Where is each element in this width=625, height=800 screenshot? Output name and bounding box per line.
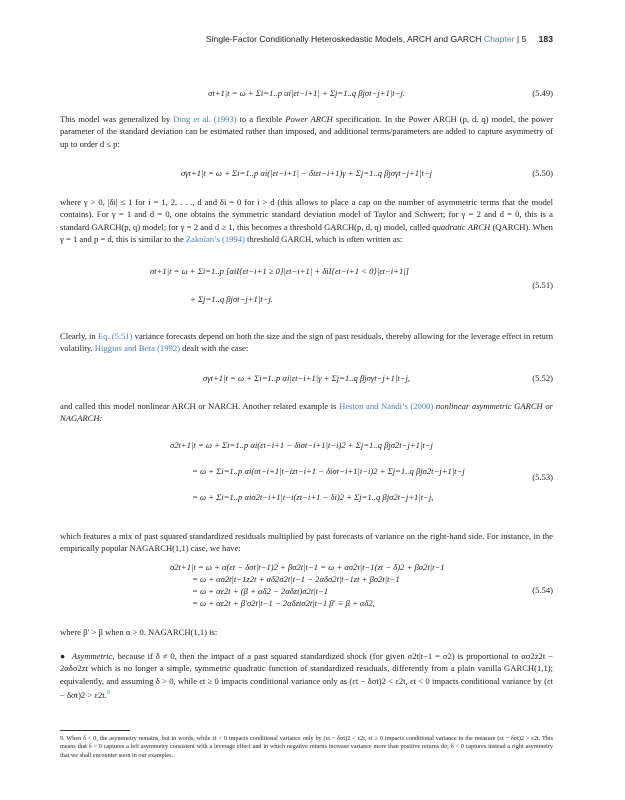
citation-higgins-bera-1992[interactable]: Higgins and Bera (1992) <box>94 343 180 354</box>
equation-5-54-line1: σ2t+1|t = ω + α(εt − δσt|t−1)2 + βσ2t|t−1 = ω + ασ2t|t−1(zt − δ)2 + βσ2t|t−1 <box>170 562 445 572</box>
para2-c: threshold GARCH, which is often written as: <box>244 233 403 244</box>
paragraph-nagarch-intro <box>60 530 553 555</box>
equation-5-50-text: σγt+1|t = ω + Σi=1..p αi(|εt−i+1| − δiεt−i+1)γ + Σj=1..q βjσγt−j+1|t−j <box>180 168 433 178</box>
para3-a: Clearly, in <box>60 331 98 341</box>
para2-ital: quadratic ARCH <box>432 221 491 232</box>
bullet-dot: ● <box>60 651 72 661</box>
running-header <box>60 34 553 48</box>
para1-ital: Power ARCH <box>285 114 333 124</box>
paragraph-power-arch <box>60 113 553 150</box>
equation-5-49 <box>60 88 553 98</box>
para1-b: to a flexible <box>236 114 286 124</box>
equation-number-5-52: (5.52) <box>532 373 553 383</box>
citation-heston-nandi-2000[interactable]: Heston and Nandi’s (2000) <box>339 401 434 411</box>
equation-number-5-54: (5.54) <box>532 585 553 595</box>
equation-5-53-line1: σ2t+1|t = ω + Σi=1..p αi(εt−i+1 − δiσt−i+1|t−i)2 + Σj=1..q βjσ2t−j+1|t−j <box>170 440 433 450</box>
bullet-ital: Asymmetric <box>71 651 113 661</box>
paragraph-where <box>60 626 553 638</box>
link-eq-5-51[interactable]: Eq. (5.51) <box>97 331 133 341</box>
citation-ding-1993[interactable]: Ding et al. (1993) <box>173 114 237 124</box>
equation-5-53-line2: = ω + Σi=1..p αi(σt−i+1|t−izt−i+1 − δiσt−i+1|t−i)2 + Σj=1..q βjσ2t−j+1|t−j <box>192 466 465 476</box>
header-title: Single-Factor Conditionally Heteroskedastic Models, ARCH and GARCH <box>205 34 482 44</box>
para2-a: where γ > 0, |δi| ≤ 1 for i = 1, 2, . . ., d and δi = 0 for i > d (this allows to place a cap on the number of asymmetric terms that the model contains). For γ = 1 and d = 0, one obtains the symmetric standard deviation model of Taylor and Schwert; for γ = 2 and d = 0, this is a standard GARCH(p, q) model; for γ = 2 and d ≥ 1, this becomes a threshold GARCH(p, d, q) model, called <box>60 197 553 232</box>
para1-a: This model was generalized by <box>60 114 174 124</box>
para3-c: dealt with the case: <box>180 343 249 354</box>
para3-b: variance forecasts depend on both the size and the sign of past residuals, thereby allowing for the leverage effect in return volatility. <box>60 331 553 354</box>
equation-5-53-line3: = ω + Σi=1..p αiσ2t−i+1|t−i(zt−i+1 − δi)2 + Σj=1..q βjσ2t−j+1|t−j, <box>192 492 434 502</box>
para5-text: which features a mix of past squared standardized residuals multiplied by past forecasts of variance on the right-hand side. For instance, in the empirically popular NAGARCH(1,1) case, we have: <box>60 531 553 554</box>
equation-5-49-text: σt+1|t = ω + Σi=1..p αi|εt−i+1| + Σj=1..q βjσt−j+1|t−j. <box>208 88 405 98</box>
footnote-9 <box>60 735 553 760</box>
page-number: 183 <box>538 34 553 44</box>
equation-5-52-text: σγt+1|t = ω + Σi=1..p αi|εt−i+1|γ + Σj=1..q βjσγt−j+1|t−j, <box>203 373 410 383</box>
citation-zakoian-1994[interactable]: Zakoïan’s (1994) <box>185 233 245 244</box>
para2-b: (QARCH). When γ = 1 and p = d, this is similar to the <box>60 221 553 244</box>
equation-5-54-line4: = ω + αε2t + β′σ2t|t−1 − 2αδztσ2t|t−1 β′ ≡ β + αδ2, <box>192 598 375 608</box>
bullet-text: , because if δ ≠ 0, then the impact of a past squared standardized shock (for given σ2t|t−1 = σ2) is proportional to ασ2z2t − 2αδσ2zt which is no longer a simple, symmetric quadratic function of standardized residuals, differently from a plain vanilla GARCH(1,1); equivalently, and assuming δ > 0, while εt ≥ 0 impacts conditional variance only as (εt − δσt)2 < ε2t, εt < 0 impacts conditional variance by (εt − δσt)2 > ε2t. <box>60 651 553 700</box>
footnote-mark-9[interactable]: 9 <box>106 689 110 696</box>
header-chapter: Chapter <box>483 34 515 44</box>
paragraph-leverage <box>60 330 553 355</box>
equation-number-5-49: (5.49) <box>532 88 553 98</box>
equation-5-51-line1: σt+1|t = ω + Σi=1..p [αiI{εt−i+1 ≥ 0}|εt−i+1| + δiI{εt−i+1 < 0}|εt−i+1|] <box>150 266 409 276</box>
equation-5-50 <box>60 168 553 178</box>
header-chapter-num: 5 <box>521 34 527 44</box>
paragraph-parameters <box>60 196 553 245</box>
equation-5-51-line2: + Σj=1..q βjσt−j+1|t−j. <box>190 294 273 304</box>
bullet-asymmetric <box>60 650 553 701</box>
para4-a: and called this model nonlinear ARCH or NARCH. Another related example is <box>60 401 340 411</box>
equation-number-5-53: (5.53) <box>532 472 553 482</box>
paragraph-narch <box>60 400 553 425</box>
equation-5-54-line3: = ω + αε2t + (β + αδ2 − 2αδzt)σ2t|t−1 <box>192 586 329 596</box>
footnote-rule <box>60 730 130 731</box>
para1-c: specification. In the Power ARCH (p, d, q) model, the power parameter of the standard deviation can be estimated rather than imposed, and additional terms/parameters are added to capture asymmetry of up to order d ≤ p: <box>60 114 554 149</box>
para4-ital: nonlinear asymmetric GARCH or NAGARCH: <box>60 401 553 424</box>
equation-5-52 <box>60 373 553 383</box>
header-sep: | <box>516 34 520 44</box>
footnote-text: 9. When δ < 0, the asymmetry remains, but in words, while εt < 0 impacts conditional variance only by (εt − δσt)2 < ε2t, εt ≥ 0 impacts conditional variance in the measure (εt − δσt)2 > ε2t. This means that δ > 0 captures a left asymmetry consistent with a leverage effect and in which negative returns increase variance more than positive returns do; δ < 0 captures instead a right asymmetry that we shall encounter soon in our examples. <box>60 735 553 759</box>
para6-text: where β′ > β when α > 0. NAGARCH(1,1) is: <box>60 627 218 637</box>
equation-number-5-50: (5.50) <box>532 168 553 178</box>
equation-number-5-51: (5.51) <box>532 280 553 290</box>
equation-5-54-line2: = ω + ασ2t|t−1z2t + αδ2σ2t|t−1 − 2αδσ2t|t−1zt + βσ2t|t−1 <box>192 574 400 584</box>
